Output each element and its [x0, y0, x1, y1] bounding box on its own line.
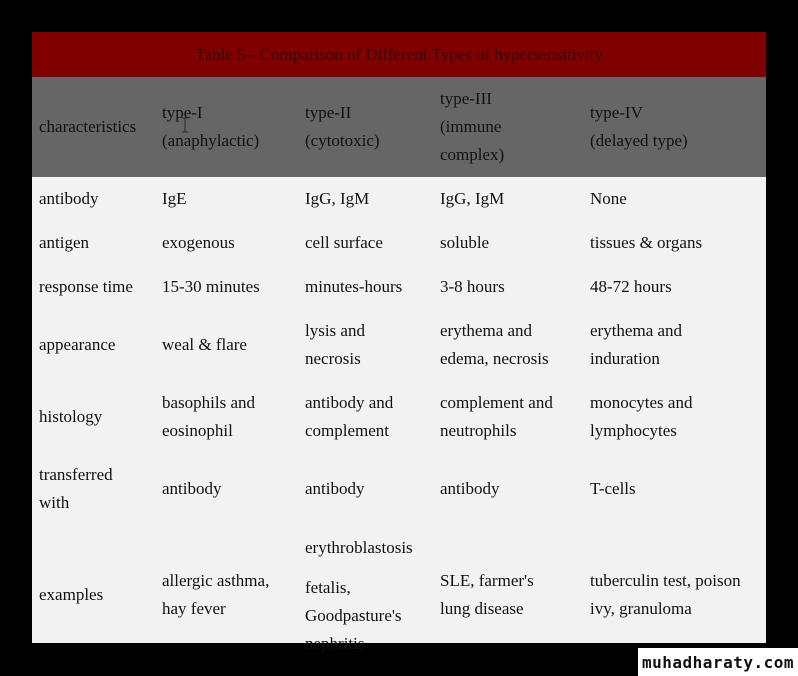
cell-line: antibody — [305, 479, 365, 498]
cell-line: with — [39, 493, 70, 512]
cell-type-iv — [590, 265, 672, 309]
cell-type-ii — [305, 453, 365, 525]
cell-line: lysis and — [305, 321, 365, 340]
cell-line: type-IV — [590, 103, 643, 122]
cell-type-ii — [305, 381, 393, 453]
cell-type-iii — [440, 221, 489, 265]
cell-line — [305, 562, 413, 574]
cell-characteristic — [39, 525, 103, 665]
cell-line: weal & flare — [162, 335, 247, 354]
header-type-iii — [440, 77, 504, 177]
cell-line: erythroblastosis — [305, 538, 413, 557]
cell-characteristic — [39, 177, 99, 221]
header-characteristic — [39, 77, 136, 177]
cell-line: Goodpasture's — [305, 606, 402, 625]
cell-line: allergic asthma, — [162, 571, 270, 590]
cell-line: antigen — [39, 233, 90, 252]
cell-line: antibody — [162, 479, 222, 498]
watermark-logo: muhadharaty.com — [638, 648, 798, 676]
cell-line: characteristics — [39, 117, 137, 136]
cell-line: (anaphylactic) — [162, 131, 260, 150]
cell-line: complex) — [440, 145, 505, 164]
cell-line: hay fever — [162, 599, 226, 618]
cell-line: ivy, granuloma — [590, 599, 692, 618]
cell-type-iii — [440, 525, 534, 665]
header-type-iv — [590, 77, 688, 177]
cell-type-ii — [305, 177, 369, 221]
cell-type-ii — [305, 221, 383, 265]
cell-line: tuberculin test, poison — [590, 571, 741, 590]
cell-line: histology — [39, 407, 103, 426]
cell-type-iii — [440, 177, 504, 221]
cell-line: complement and — [440, 393, 553, 412]
cell-type-iii — [440, 309, 549, 381]
cell-line: antibody — [440, 479, 500, 498]
cell-type-i — [162, 265, 260, 309]
cell-line: T-cells — [590, 479, 636, 498]
cell-line: IgG, IgM — [440, 189, 505, 208]
cell-type-ii — [305, 309, 365, 381]
cell-line: necrosis — [305, 349, 361, 368]
cell-characteristic — [39, 221, 89, 265]
cell-line: erythema and — [590, 321, 683, 340]
cell-line: nephritis — [305, 634, 365, 653]
cell-type-i — [162, 381, 255, 453]
cell-line: edema, necrosis — [440, 349, 549, 368]
cell-line: 15-30 minutes — [162, 277, 260, 296]
cell-line: induration — [590, 349, 660, 368]
cell-type-i — [162, 309, 247, 381]
cell-type-i — [162, 177, 187, 221]
table-title: Table 5 - Comparison of Different Types of hypersensitivity — [32, 32, 766, 77]
cell-line: 3-8 hours — [440, 277, 505, 296]
cell-line: examples — [39, 585, 104, 604]
cell-line: None — [590, 189, 627, 208]
cell-line: (delayed type) — [590, 131, 688, 150]
cell-type-iv — [590, 177, 627, 221]
cell-line: response time — [39, 277, 133, 296]
cell-line: antibody — [39, 189, 99, 208]
header-type-i — [162, 77, 259, 177]
cell-line: SLE, farmer's — [440, 571, 534, 590]
cell-type-iv — [590, 525, 741, 665]
cell-line: erythema and — [440, 321, 533, 340]
slide — [32, 32, 766, 653]
cell-line: appearance — [39, 335, 116, 354]
cell-type-iii — [440, 265, 505, 309]
cell-line: neutrophils — [440, 421, 517, 440]
cell-line: soluble — [440, 233, 490, 252]
cell-line: 48-72 hours — [590, 277, 672, 296]
cell-line: antibody and — [305, 393, 394, 412]
cell-type-i — [162, 525, 269, 665]
cell-type-iv — [590, 381, 692, 453]
cell-line: tissues & organs — [590, 233, 703, 252]
cell-type-iv — [590, 309, 682, 381]
cell-type-iii — [440, 381, 553, 453]
cell-type-ii — [305, 534, 413, 674]
cell-line: lung disease — [440, 599, 524, 618]
cell-line: complement — [305, 421, 390, 440]
cell-line: exogenous — [162, 233, 235, 252]
cell-type-i — [162, 453, 222, 525]
header-type-ii — [305, 77, 380, 177]
cell-type-iv — [590, 453, 636, 525]
cell-line: cell surface — [305, 233, 383, 252]
cell-line: transferred — [39, 465, 113, 484]
cell-line: (immune — [440, 117, 502, 136]
cell-type-i — [162, 221, 235, 265]
cell-characteristic — [39, 453, 113, 525]
cell-line: monocytes and — [590, 393, 693, 412]
cell-type-iv — [590, 221, 702, 265]
cell-line: type-II — [305, 103, 352, 122]
cell-characteristic — [39, 381, 102, 453]
cell-characteristic — [39, 309, 115, 381]
cell-line: type-I — [162, 103, 203, 122]
text-cursor-icon — [181, 117, 189, 133]
cell-line: IgE — [162, 189, 187, 208]
cell-line: (cytotoxic) — [305, 131, 380, 150]
cell-line: IgG, IgM — [305, 189, 370, 208]
cell-type-iii — [440, 453, 500, 525]
cell-line: fetalis, — [305, 578, 351, 597]
cell-type-ii — [305, 265, 402, 309]
cell-characteristic — [39, 265, 133, 309]
cell-line: basophils and — [162, 393, 256, 412]
cell-line: minutes-hours — [305, 277, 403, 296]
cell-line: type-III — [440, 89, 492, 108]
cell-line: eosinophil — [162, 421, 233, 440]
cell-line: lymphocytes — [590, 421, 677, 440]
